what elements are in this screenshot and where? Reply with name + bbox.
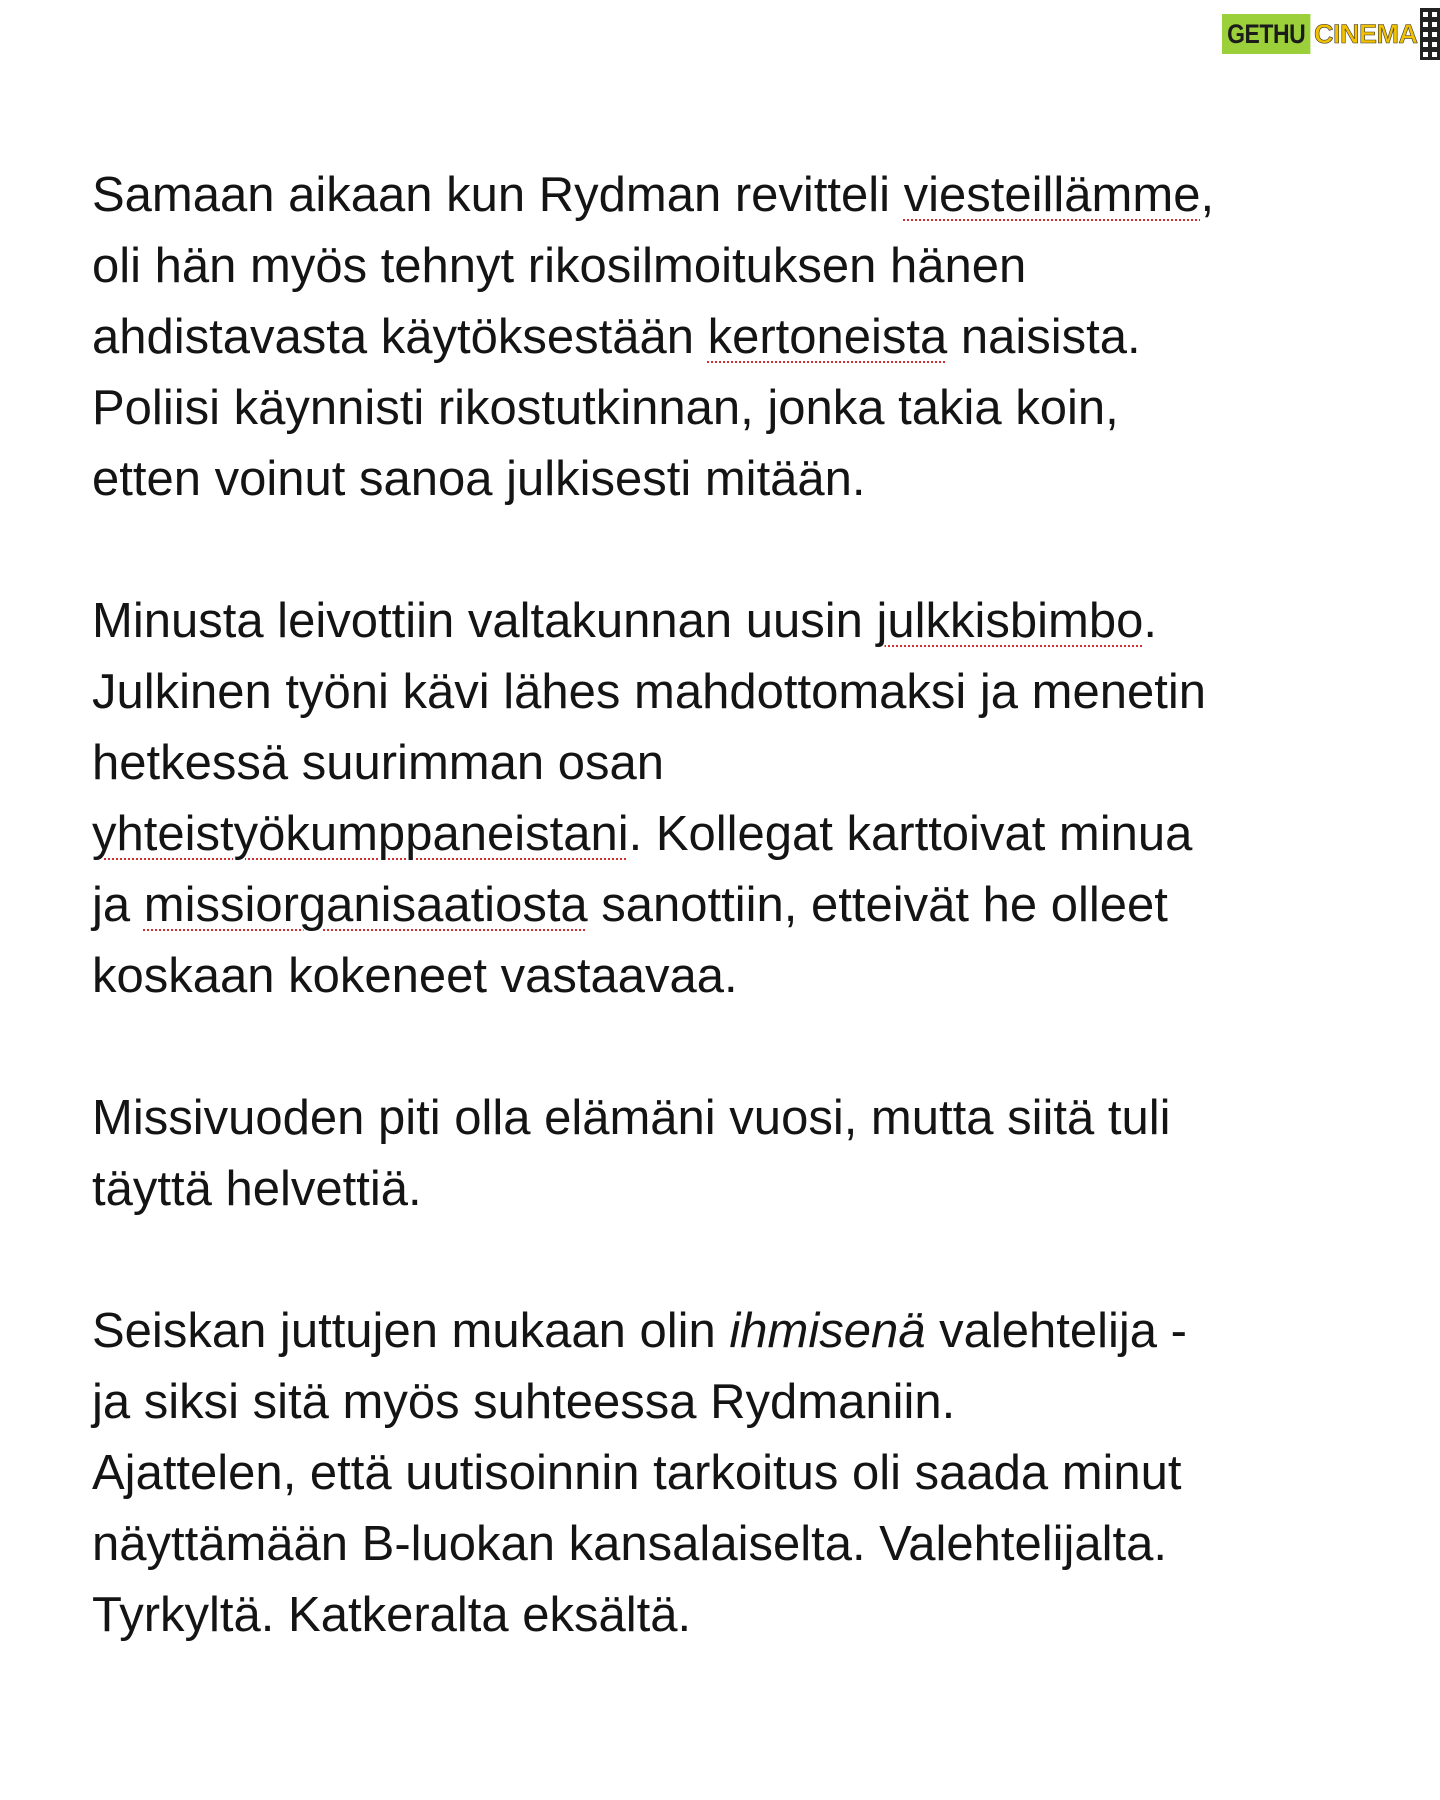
text-segment: sanottiin, etteivät he olleet koskaan kokeneet vastaavaa. <box>92 878 1168 1003</box>
spellcheck-flagged-word: julkkisbimbo <box>876 594 1144 648</box>
paragraph <box>92 160 1362 515</box>
film-strip-icon <box>1420 8 1440 60</box>
text-segment: . Kollegat karttoivat minua ja <box>92 807 1193 932</box>
text-segment: Samaan aikaan kun Rydman revitteli <box>92 168 904 222</box>
spellcheck-flagged-word: kertoneista <box>707 310 948 364</box>
paragraph <box>92 586 1362 1012</box>
text-segment: Seiskan juttujen mukaan olin <box>92 1304 730 1358</box>
spellcheck-flagged-word: viesteillämme <box>903 168 1201 222</box>
document-body <box>92 160 1362 1722</box>
text-segment: . Julkinen työni kävi lähes mahdottomaksi ja menetin hetkessä suurimman osan <box>92 594 1206 790</box>
paragraph <box>92 1083 1362 1225</box>
text-segment: valehtelija - ja siksi sitä myös suhteessa Rydmaniin. Ajattelen, että uutisoinnin tarkoitus oli saada minut näyttämään B-luokan kansalaiselta. Valehtelijalta. Tyrkyltä. Katkeralta eksältä. <box>92 1304 1187 1642</box>
text-segment: , oli hän myös tehnyt rikosilmoituksen hänen ahdistavasta käytöksestään <box>92 168 1215 364</box>
text-segment: Minusta leivottiin valtakunnan uusin <box>92 594 877 648</box>
italic-text: ihmisenä <box>729 1304 926 1358</box>
gethucinema-watermark <box>1222 8 1440 60</box>
paragraph <box>92 1296 1362 1651</box>
spellcheck-flagged-word: yhteistyökumppaneistani <box>92 807 629 861</box>
watermark-logo-left: GETHU <box>1222 14 1310 54</box>
spellcheck-flagged-word: missiorganisaatiosta <box>143 878 588 932</box>
text-segment: naisista. Poliisi käynnisti rikostutkinnan, jonka takia koin, etten voinut sanoa julkisesti mitään. <box>92 310 1141 506</box>
watermark-logo-right: CINEMA <box>1314 18 1418 49</box>
text-segment: Missivuoden piti olla elämäni vuosi, mutta siitä tuli täyttä helvettiä. <box>92 1091 1171 1216</box>
